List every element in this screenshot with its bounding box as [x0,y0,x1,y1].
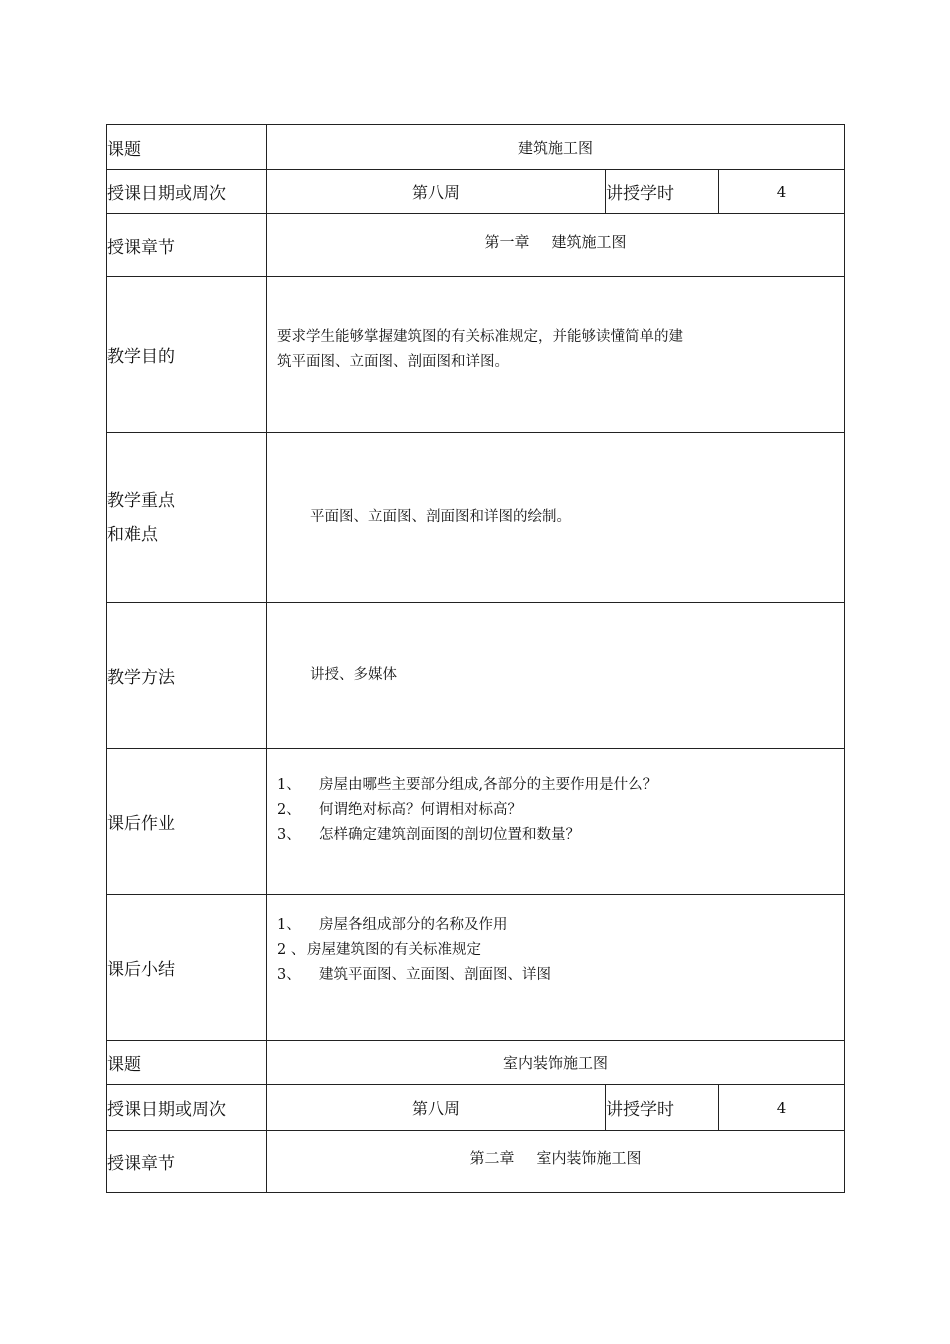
homework-item: 3、 怎样确定建筑剖面图的剖切位置和数量？ [277,827,580,843]
topic-label: 课题 [107,125,267,170]
objective-label: 教学目的 [107,277,267,433]
hours-value: 4 [719,1085,845,1131]
keypoints-value: 平面图、立面图、剖面图和详图的绘制。 [267,433,845,603]
chapter-label: 授课章节 [107,214,267,277]
homework-item: 1、 房屋由哪些主要部分组成,各部分的主要作用是什么？ [277,777,658,793]
topic-label: 课题 [107,1041,267,1085]
homework-row [107,749,845,895]
chapter-row [107,214,845,277]
chapter-number: 第二章 [469,1149,515,1167]
summary-list [267,895,845,1041]
objective-row [107,277,845,433]
date-value: 第八周 [267,1085,606,1131]
method-value: 讲授、多媒体 [267,603,845,749]
chapter-row [107,1131,845,1193]
objective-line: 要求学生能够掌握建筑图的有关标准规定，并能够读懂简单的建 [277,328,683,345]
summary-item: 1、 房屋各组成部分的名称及作用 [277,917,508,933]
date-row [107,170,845,214]
method-label: 教学方法 [107,603,267,749]
topic-row [107,125,845,170]
method-row [107,603,845,749]
chapter-title: 建筑施工图 [551,232,627,251]
summary-label: 课后小结 [107,895,267,1041]
homework-item: 2、 何谓绝对标高？何谓相对标高？ [277,802,522,818]
date-label: 授课日期或周次 [107,1085,267,1131]
homework-label: 课后作业 [107,749,267,895]
hours-label: 讲授学时 [606,1085,719,1131]
keypoints-label: 教学重点 和难点 [107,433,267,603]
chapter-value [267,1131,845,1193]
summary-row [107,895,845,1041]
objective-line: 筑平面图、立面图、剖面图和详图。 [277,353,509,370]
hours-label: 讲授学时 [606,170,719,214]
hours-value: 4 [719,170,845,214]
topic-value: 室内装饰施工图 [267,1041,845,1085]
topic-row [107,1041,845,1085]
lesson-plan-table [106,124,845,1193]
date-label: 授课日期或周次 [107,170,267,214]
chapter-title: 室内装饰施工图 [536,1149,642,1167]
summary-item: 3、 建筑平面图、立面图、剖面图、详图 [277,967,551,983]
chapter-value [267,214,845,277]
summary-item: 2 、 房屋建筑图的有关标准规定 [277,942,481,958]
objective-value [267,277,845,433]
chapter-number: 第一章 [484,232,530,251]
homework-list [267,749,845,895]
date-value: 第八周 [267,170,606,214]
chapter-label: 授课章节 [107,1131,267,1193]
date-row [107,1085,845,1131]
topic-value: 建筑施工图 [267,125,845,170]
keypoints-row [107,433,845,603]
